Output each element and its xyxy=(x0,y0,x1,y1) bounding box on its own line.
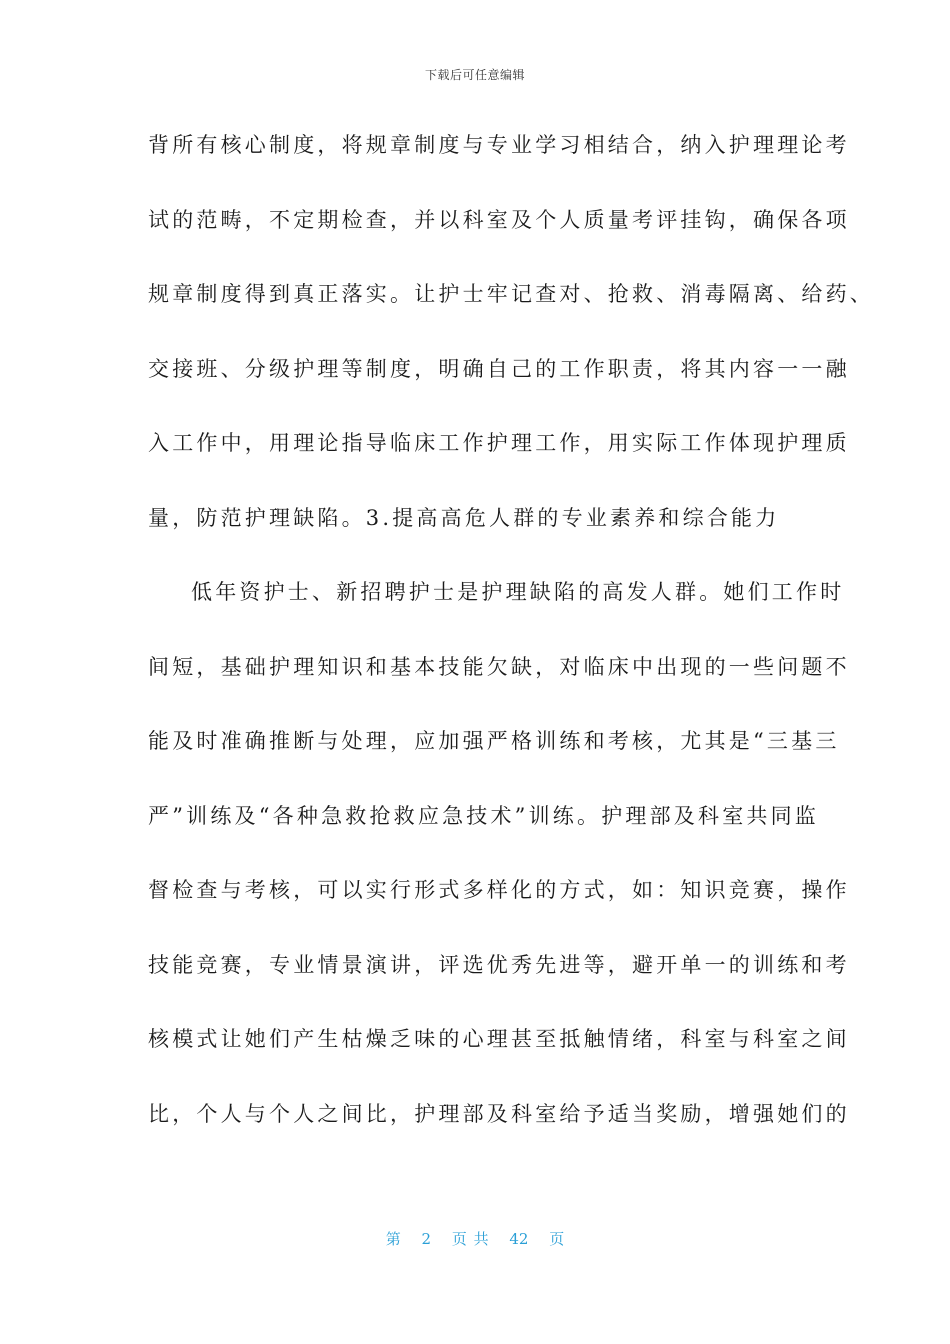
text-line: 比，个人与个人之间比，护理部及科室给予适当奖励，增强她们的 xyxy=(148,1101,850,1126)
paragraph-first-line: 低年资护士、新招聘护士是护理缺陷的高发人群。她们工作时 xyxy=(191,580,845,604)
text-line: 入工作中，用理论指导临床工作护理工作，用实际工作体现护理质 xyxy=(148,431,850,455)
text-line: 规章制度得到真正落实。让护士牢记查对、抢救、消毒隔离、给药、 xyxy=(148,282,874,306)
text-line: 技能竞赛，专业情景演讲，评选优秀先进等，避开单一的训练和考 xyxy=(148,952,850,977)
page-footer xyxy=(0,1228,950,1249)
text-line: 核模式让她们产生枯燥乏味的心理甚至抵触情绪，科室与科室之间 xyxy=(148,1027,850,1051)
footer-suffix: 页 xyxy=(549,1230,565,1248)
text-line: 背所有核心制度，将规章制度与专业学习相结合，纳入护理理论考 xyxy=(148,133,850,157)
footer-prefix: 第 xyxy=(385,1230,401,1248)
footer-total-pages: 42 xyxy=(509,1230,529,1248)
footer-page-number: 2 xyxy=(421,1230,432,1248)
text-line: 试的范畴，不定期检查，并以科室及个人质量考评挂钩，确保各项 xyxy=(148,207,850,232)
document-body xyxy=(148,120,874,1163)
text-line: 间短，基础护理知识和基本技能欠缺，对临床中出现的一些问题不 xyxy=(148,654,850,679)
text-line: 严”训练及“各种急救抢救应急技术”训练。护理部及科室共同监 xyxy=(148,803,820,828)
text-line: 督检查与考核，可以实行形式多样化的方式，如：知识竞赛，操作 xyxy=(148,878,850,902)
text-line: 交接班、分级护理等制度，明确自己的工作职责，将其内容一一融 xyxy=(148,356,850,381)
text-line: 量，防范护理缺陷。3.提高高危人群的专业素养和综合能力 xyxy=(148,505,780,530)
text-line: 能及时准确推断与处理，应加强严格训练和考核，尤其是“三基三 xyxy=(148,729,840,753)
page-header-note: 下载后可任意编辑 xyxy=(424,68,525,82)
footer-middle: 页 共 xyxy=(451,1230,489,1248)
